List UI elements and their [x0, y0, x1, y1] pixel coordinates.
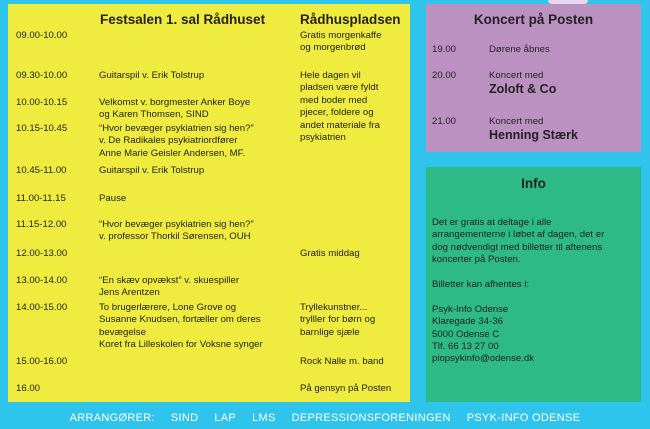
event-line: To brugerlærere, Lone Grove og: [99, 302, 237, 313]
event-line: bevægelse: [99, 326, 146, 338]
info-para1: [432, 217, 637, 267]
time-label: 10.45-11.00: [16, 165, 67, 176]
raadhuspladsen-heading: Rådhuspladsen: [300, 12, 401, 27]
festsalen-event: [99, 275, 299, 300]
schedule-panel: [8, 4, 410, 402]
info-para2: [432, 279, 637, 291]
concert-desc: [489, 70, 556, 97]
info-panel: [426, 167, 641, 402]
concert-desc: [489, 44, 550, 56]
time-label: 15.00-16.00: [16, 356, 68, 367]
time-label: 13.00-14.00: [16, 275, 68, 286]
info-line: arrangementerne i løbet af dagen, det er: [432, 229, 605, 241]
info-line: piopsykinfo@odense.dk: [432, 353, 535, 365]
event-line: v. De Radikales psykiatriordfører: [99, 135, 238, 147]
raadhuspladsen-event: [300, 302, 410, 339]
event-line: Tryllekunstner...: [300, 302, 368, 313]
info-text: [432, 217, 637, 378]
organizers-footer: [0, 412, 650, 424]
time-label: 11.15-12.00: [16, 219, 67, 230]
time-label: 09.00-10.00: [16, 30, 68, 41]
organizer-name: LMS: [252, 412, 276, 424]
info-line: dog nødvendigt med billetter til aftenens: [432, 241, 603, 253]
info-line: Tlf. 66 13 27 00: [432, 341, 499, 353]
raadhuspladsen-event: [300, 356, 410, 368]
event-line: v. professor Thorkil Sørensen, OUH: [99, 231, 251, 243]
organizer-name: SIND: [170, 412, 199, 424]
festsalen-heading: Festsalen 1. sal Rådhuset: [100, 12, 266, 27]
event-line: Hele dagen vil: [300, 70, 361, 81]
festsalen-event: [99, 302, 299, 352]
event-line: “Hvor bevæger psykiatrien sig hen?”: [99, 123, 254, 134]
event-line: Rock Nalle m. band: [300, 356, 384, 367]
concert-small: Koncert med: [489, 116, 544, 127]
event-line: Gratis middag: [300, 248, 360, 259]
festsalen-event: [99, 97, 299, 122]
concert-small: Koncert med: [489, 70, 544, 81]
concert-small: Dørene åbnes: [489, 44, 550, 55]
raadhuspladsen-event: [300, 70, 410, 144]
event-line: Anne Marie Geisler Andersen, MF.: [99, 147, 246, 159]
concert-artist: Zoloft & Co: [489, 82, 557, 96]
event-line: og morgenbrød: [300, 42, 366, 54]
concert-time: 19.00: [432, 44, 457, 55]
event-line: Velkomst v. borgmester Anker Boye: [99, 97, 251, 108]
festsalen-event: [99, 70, 299, 82]
raadhuspladsen-event: [300, 383, 410, 395]
concert-time: 20.00: [432, 70, 457, 81]
time-label: 11.00-11.15: [16, 193, 66, 204]
event-line: pjecer, foldere og: [300, 107, 374, 119]
event-line: Koret fra Lilleskolen for Voksne synger: [99, 339, 263, 351]
event-line: På gensyn på Posten: [300, 383, 392, 394]
time-label: 10.15-10.45: [16, 123, 68, 134]
time-label: 10.00-10.15: [16, 97, 68, 108]
concert-panel: [426, 4, 641, 152]
event-line: og Karen Thomsen, SIND: [99, 109, 209, 121]
event-line: trylller for børn og: [300, 314, 376, 326]
event-line: andet materiale fra: [300, 119, 380, 131]
organizer-name: DEPRESSIONSFORENINGEN: [291, 412, 451, 424]
festsalen-event: [99, 193, 299, 205]
info-line: Det er gratis at deltage i alle: [432, 217, 552, 228]
time-label: 16.00: [16, 383, 41, 394]
concert-desc: [489, 116, 578, 143]
event-line: psykiatrien: [300, 132, 346, 144]
organizers-label: ARRANGØRER:: [69, 412, 155, 424]
event-line: Jens Arentzen: [99, 287, 160, 299]
event-line: Gratis morgenkaffe: [300, 30, 382, 41]
time-label: 09.30-10.00: [16, 70, 68, 81]
event-line: barnlige sjæle: [300, 326, 360, 338]
time-label: 14.00-15.00: [16, 302, 68, 313]
info-line: Klaregade 34-36: [432, 316, 503, 328]
info-line: Psyk-Info Odense: [432, 303, 509, 315]
event-line: Guitarspil v. Erik Tolstrup: [99, 70, 205, 81]
info-line: 5000 Odense C: [432, 328, 500, 340]
organizer-name: PSYK-INFO ODENSE: [466, 412, 581, 424]
event-line: Pause: [99, 193, 127, 204]
event-line: “En skæv opvækst” v. skuespiller: [99, 275, 240, 286]
time-label: 12.00-13.00: [16, 248, 68, 259]
festsalen-event: [99, 123, 299, 160]
info-line: Billetter kan afhentes i:: [432, 279, 530, 291]
info-heading: Info: [521, 176, 546, 191]
festsalen-event: [99, 165, 299, 177]
organizer-name: LAP: [214, 412, 237, 424]
info-line: koncerter på Posten.: [432, 254, 521, 266]
info-address: [432, 304, 637, 366]
raadhuspladsen-event: [300, 30, 410, 55]
event-line: Susanne Knudsen, fortæller om deres: [99, 314, 261, 326]
concert-time: 21.00: [432, 116, 457, 127]
event-line: pladsen være fyldt: [300, 82, 379, 94]
concert-heading: Koncert på Posten: [473, 12, 594, 27]
event-line: Guitarspil v. Erik Tolstrup: [99, 165, 205, 176]
raadhuspladsen-event: [300, 248, 410, 260]
event-line: med boder med: [300, 94, 368, 106]
concert-artist: Henning Stærk: [489, 128, 578, 142]
festsalen-event: [99, 219, 299, 244]
event-line: “Hvor bevæger psykiatrien sig hen?”: [99, 219, 254, 230]
